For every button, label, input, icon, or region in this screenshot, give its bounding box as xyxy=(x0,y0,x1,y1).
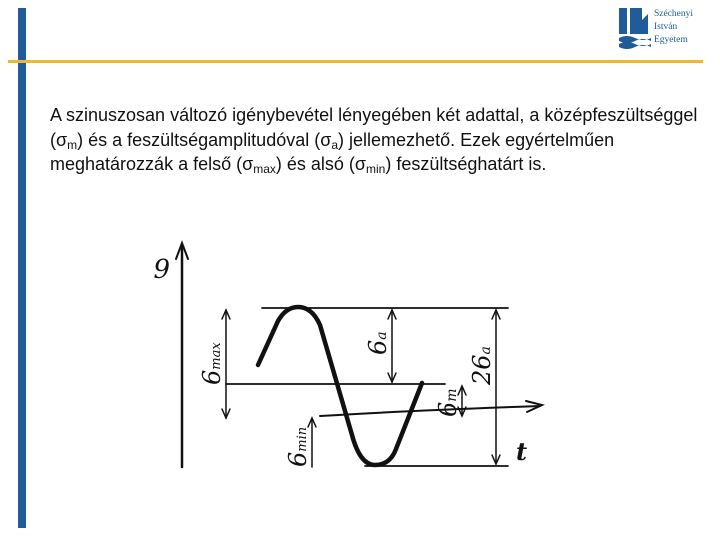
label-sigma-m: 6 xyxy=(434,401,462,417)
svg-text:6min xyxy=(284,427,312,467)
stress-diagram xyxy=(140,235,560,475)
label-sigma-a-sub: a xyxy=(374,331,390,340)
sigma-axis-label: 6 xyxy=(153,252,170,282)
label-two-sigma-a: 6 xyxy=(468,354,496,370)
paragraph-text-3: ) jellemezhető. Ezek egyértelműen meghatározzák a felső (σ xyxy=(50,129,615,174)
label-sigma-a: 6 xyxy=(364,339,392,355)
label-two-prefix: 2 xyxy=(468,369,496,385)
sub-max: max xyxy=(253,162,276,176)
logo-text xyxy=(654,8,718,47)
time-axis xyxy=(320,406,540,416)
left-accent-bar xyxy=(18,8,26,528)
svg-text:6max xyxy=(198,342,226,385)
label-sigma-min-sub: min xyxy=(295,426,310,452)
label-sigma-max-sub: max xyxy=(209,342,224,370)
body-paragraph xyxy=(50,103,710,177)
time-axis-label: t xyxy=(516,437,528,466)
svg-text:26a xyxy=(468,346,496,386)
label-two-sigma-a-sub: a xyxy=(478,346,494,355)
paragraph-text-1: A szinuszosan változó igénybevétel lényegében két adattal, a középfeszültséggel (σ xyxy=(50,105,698,150)
sub-min: min xyxy=(366,162,386,176)
paragraph-text-4: ) és alsó (σ xyxy=(275,154,367,174)
svg-text:6a xyxy=(364,331,392,355)
sub-a: a xyxy=(331,137,339,152)
sine-curve xyxy=(258,307,422,465)
sub-m: m xyxy=(67,137,78,152)
stress-diagram-svg xyxy=(140,235,560,475)
logo-line-2: István xyxy=(654,22,678,32)
header-rule xyxy=(8,60,703,63)
label-sigma-min: 6 xyxy=(284,451,312,467)
label-sigma-max: 6 xyxy=(198,369,226,385)
paragraph-text-2: ) és a feszültségamplitudóval (σ xyxy=(77,129,332,150)
label-sigma-m-sub: m xyxy=(444,388,460,402)
paragraph-text-5: ) feszültséghatárt is. xyxy=(385,154,547,174)
logo-line-3: Egyetem xyxy=(654,35,688,45)
svg-text:6m xyxy=(434,388,462,417)
logo-emblem-icon xyxy=(618,6,652,50)
logo-line-1: Széchenyi xyxy=(654,9,694,19)
university-logo xyxy=(618,6,718,54)
